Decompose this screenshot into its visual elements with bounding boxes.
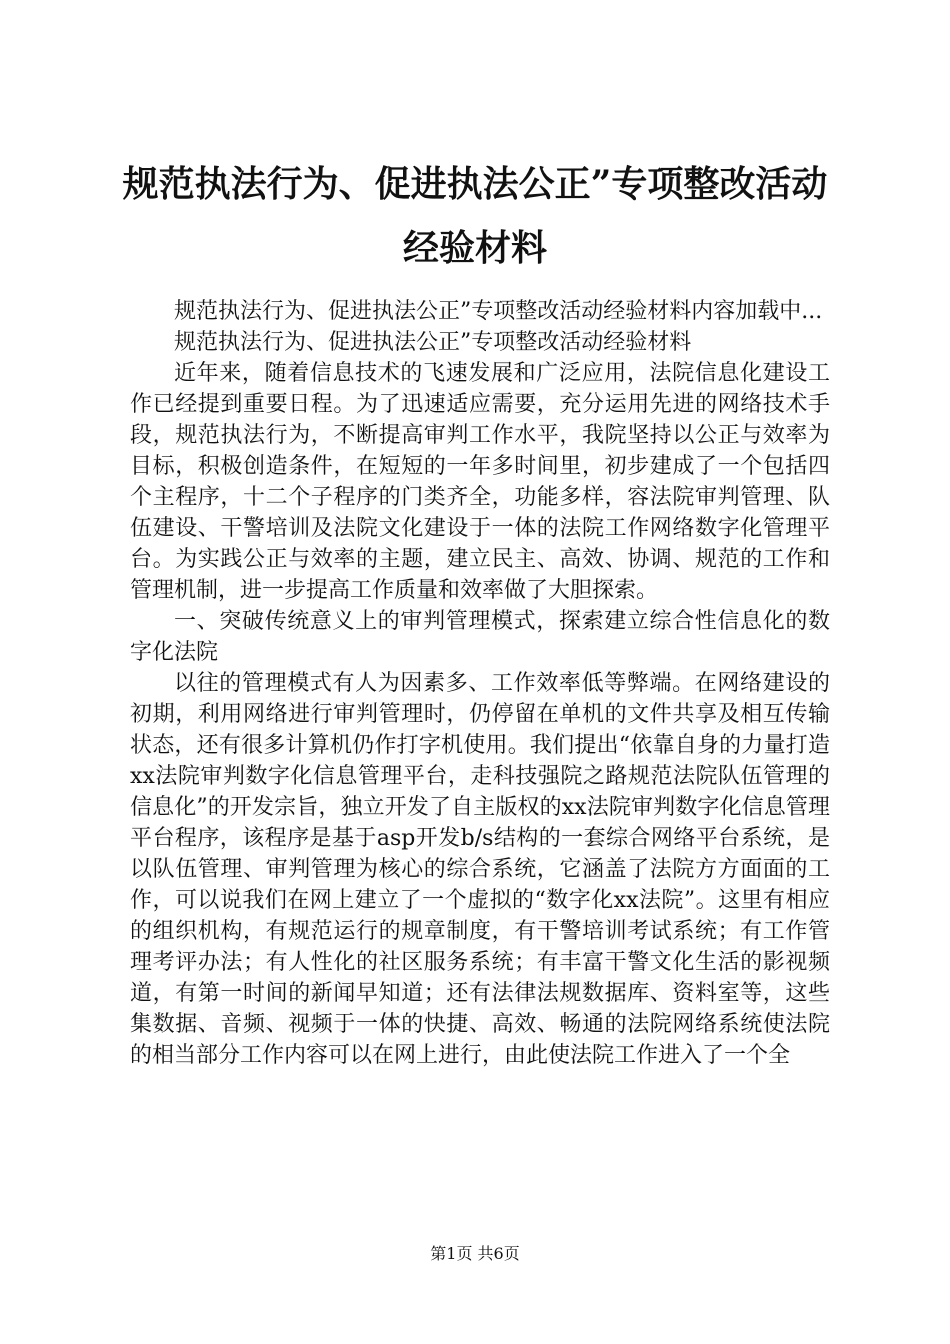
paragraph-section-heading: 一、突破传统意义上的审判管理模式，探索建立综合性信息化的数字化法院 (130, 609, 830, 665)
document-body (130, 296, 830, 1071)
paragraph-section-body: 以往的管理模式有人为因素多、工作效率低等弊端。在网络建设的初期，利用网络进行审判管理时，仍停留在单机的文件共享及相互传输状态，还有很多计算机仍作打字机使用。我们提出“依靠自身的力量打造xx法院审判数字化信息管理平台，走科技强院之路规范法院队伍管理的信息化”的开发宗旨，独立开发了自主版权的xx法院审判数字化信息管理平台程序，该程序是基于asp开发b/s结构的一套综合网络平台系统，是以队伍管理、审判管理为核心的综合系统，它涵盖了法院方方面面的工作，可以说我们在网上建立了一个虚拟的“数字化xx法院”。这里有相应的组织机构，有规范运行的规章制度，有干警培训考试系统；有工作管理考评办法；有人性化的社区服务系统；有丰富干警文化生活的影视频道，有第一时间的新闻早知道；还有法律法规数据库、资料室等，这些集数据、音频、视频于一体的快捷、高效、畅通的法院网络系统使法院的相当部分工作内容可以在网上进行，由此使法院工作进入了一个全 (130, 671, 830, 1068)
paragraph-subtitle: 规范执法行为、促进执法公正”专项整改活动经验材料 (174, 330, 692, 355)
paragraph-loading-note: 规范执法行为、促进执法公正”专项整改活动经验材料内容加载中... (174, 299, 823, 324)
paragraph-intro: 近年来，随着信息技术的飞速发展和广泛应用，法院信息化建设工作已经提到重要日程。为了迅速适应需要，充分运用先进的网络技术手段，规范执法行为，不断提高审判工作水平，我院坚持以公正与效率为目标，积极创造条件，在短短的一年多时间里，初步建成了一个包括四个主程序，十二个子程序的门类齐全，功能多样，容法院审判管理、队伍建设、干警培训及法院文化建设于一体的法院工作网络数字化管理平台。为实践公正与效率的主题，建立民主、高效、协调、规范的工作和管理机制，进一步提高工作质量和效率做了大胆探索。 (130, 361, 830, 603)
page-footer: 第1页 共6页 (430, 1244, 520, 1263)
document-title: 规范执法行为、促进执法公正”专项整改活动经验材料 (122, 163, 828, 269)
